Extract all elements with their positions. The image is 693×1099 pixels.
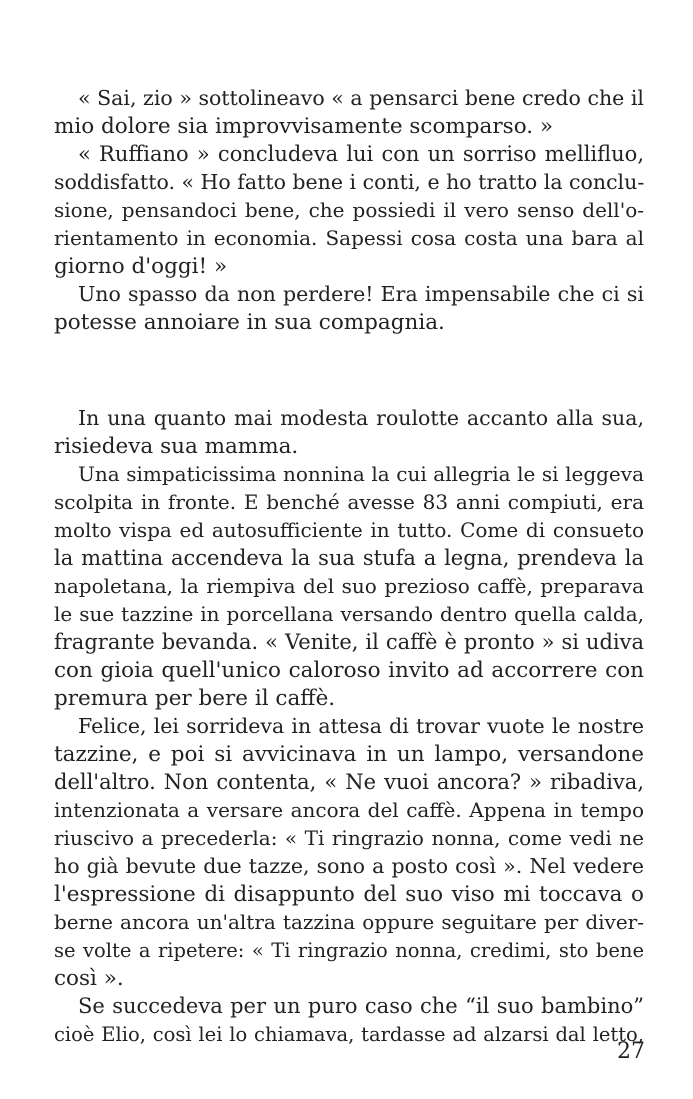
text-line: berne ancora un'altra tazzina oppure seguitare per diver- [54,910,644,934]
text-line: con gioia quell'unico caloroso invito ad accorrere con [54,658,644,683]
text-line: riuscivo a precederla: « Ti ringrazio nonna, come vedi ne [54,826,644,850]
text-line: cioè Elio, così lei lo chiamava, tardasse ad alzarsi dal letto, [54,1023,644,1046]
text-line: risiedeva sua mamma. [54,434,299,459]
text-line: napoletana, la riempiva del suo prezioso caffè, preparava [54,574,644,598]
text-line: soddisfatto. « Ho fatto bene i conti, e ho tratto la conclu- [54,170,645,194]
text-line: così ». [54,966,124,991]
text-line: premura per bere il caffè. [54,686,336,711]
text-line: In una quanto mai modesta roulotte accanto alla sua, [78,406,644,430]
text-line: molto vispa ed autosufficiente in tutto. Come di consueto [54,518,644,542]
text-line: « Sai, zio » sottolineavo « a pensarci bene credo che il [78,86,644,110]
text-line: Felice, lei sorrideva in attesa di trovar vuote le nostre [78,714,644,738]
text-line: fragrante bevanda. « Venite, il caffè è pronto » si udiva [54,630,644,654]
text-line: giorno d'oggi! » [54,254,228,279]
text-line: Una simpaticissima nonnina la cui allegria le si leggeva [78,462,644,486]
text-line: sione, pensandoci bene, che possiedi il vero senso dell'o- [54,198,644,222]
text-line: potesse annoiare in sua compagnia. [54,310,445,335]
text-line: l'espressione di disappunto del suo viso mi toccava o [54,882,644,907]
text-line: se volte a ripetere: « Ti ringrazio nonna, credimi, sto bene [54,939,644,962]
page-number: 27 [617,1039,645,1064]
text-line: tazzine, e poi si avvicinava in un lampo, versandone [54,742,644,767]
text-line: dell'altro. Non contenta, « Ne vuoi ancora? » ribadiva, [54,770,644,794]
text-line: rientamento in economia. Sapessi cosa costa una bara al [54,226,644,250]
text-line: mio dolore sia improvvisamente scomparso. » [54,114,554,139]
text-line: ho già bevute due tazze, sono a posto così ». Nel vedere [54,854,644,878]
text-line: « Ruffiano » concludeva lui con un sorriso mellifluo, [78,142,644,166]
text-line: la mattina accendeva la sua stufa a legna, prendeva la [54,546,644,570]
text-line: le sue tazzine in porcellana versando dentro quella calda, [54,602,644,626]
text-line: Se succedeva per un puro caso che “il suo bambino” [78,994,644,1018]
text-line: intenzionata a versare ancora del caffè. Appena in tempo [54,798,644,822]
text-line: scolpita in fronte. E benché avesse 83 anni compiuti, era [54,490,644,514]
text-line: Uno spasso da non perdere! Era impensabile che ci si [78,282,644,306]
